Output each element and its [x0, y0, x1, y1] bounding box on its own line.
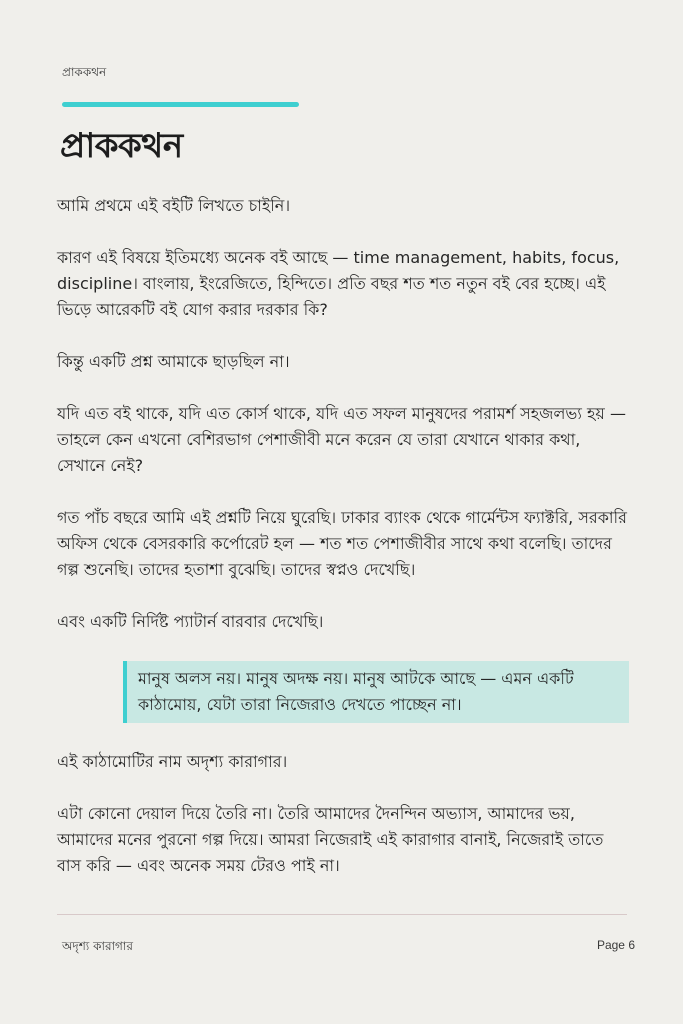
chapter-title: প্রাককথন [60, 126, 183, 166]
paragraph: কিন্তু একটি প্রশ্ন আমাকে ছাড়ছিল না। [57, 352, 290, 371]
paragraph: এটা কোনো দেয়াল দিয়ে তৈরি না। তৈরি আমাদের দৈনন্দিন অভ্যাস, আমাদের ভয়, আমাদের মনের পুরনো গল্প দিয়ে। আমরা নিজেরাই এই কারাগার বানাই, নিজেরাই তাতে বাস করি — এবং অনেক সময় টেরও পাই না। [57, 804, 604, 875]
paragraph: গত পাঁচ বছরে আমি এই প্রশ্নটি নিয়ে ঘুরেছি। ঢাকার ব্যাংক থেকে গার্মেন্টস ফ্যাক্টরি, সরকারি অফিস থেকে বেসরকারি কর্পোরেট হল — শত শত পেশাজীবীর সাথে কথা বলেছি। তাদের গল্প শুনেছি। তাদের হতাশা বুঝেছি। তাদের স্বপ্নও দেখেছি। [57, 508, 627, 579]
footer-book-title: অদৃশ্য কারাগার [62, 939, 133, 953]
footer-divider [57, 914, 627, 915]
body-text [57, 193, 629, 905]
paragraph: আমি প্রথমে এই বইটি লিখতে চাইনি। [57, 196, 291, 215]
pull-quote: মানুষ অলস নয়। মানুষ অদক্ষ নয়। মানুষ আটকে আছে — এমন একটি কাঠামোয়, যেটা তারা নিজেরাও দেখতে পাচ্ছেন না। [123, 661, 629, 723]
paragraph: এবং একটি নির্দিষ্ট প্যাটার্ন বারবার দেখেছি। [57, 612, 324, 631]
paragraph: যদি এত বই থাকে, যদি এত কোর্স থাকে, যদি এত সফল মানুষদের পরামর্শ সহজলভ্য হয় — তাহলে কেন এখনো বেশিরভাগ পেশাজীবী মনে করেন যে তারা যেখানে থাকার কথা, সেখানে নেই? [57, 404, 626, 475]
running-header: প্রাককথন [62, 65, 107, 79]
page-number: Page 6 [596, 938, 635, 952]
accent-bar [62, 102, 299, 107]
paragraph: কারণ এই বিষয়ে ইতিমধ্যে অনেক বই আছে — time management, habits, focus, discipline। বাংলায়, ইংরেজিতে, হিন্দিতে। প্রতি বছর শত শত নতুন বই বের হচ্ছে। এই ভিড়ে আরেকটি বই যোগ করার দরকার কি? [57, 248, 620, 319]
paragraph: এই কাঠামোটির নাম অদৃশ্য কারাগার। [57, 752, 288, 771]
